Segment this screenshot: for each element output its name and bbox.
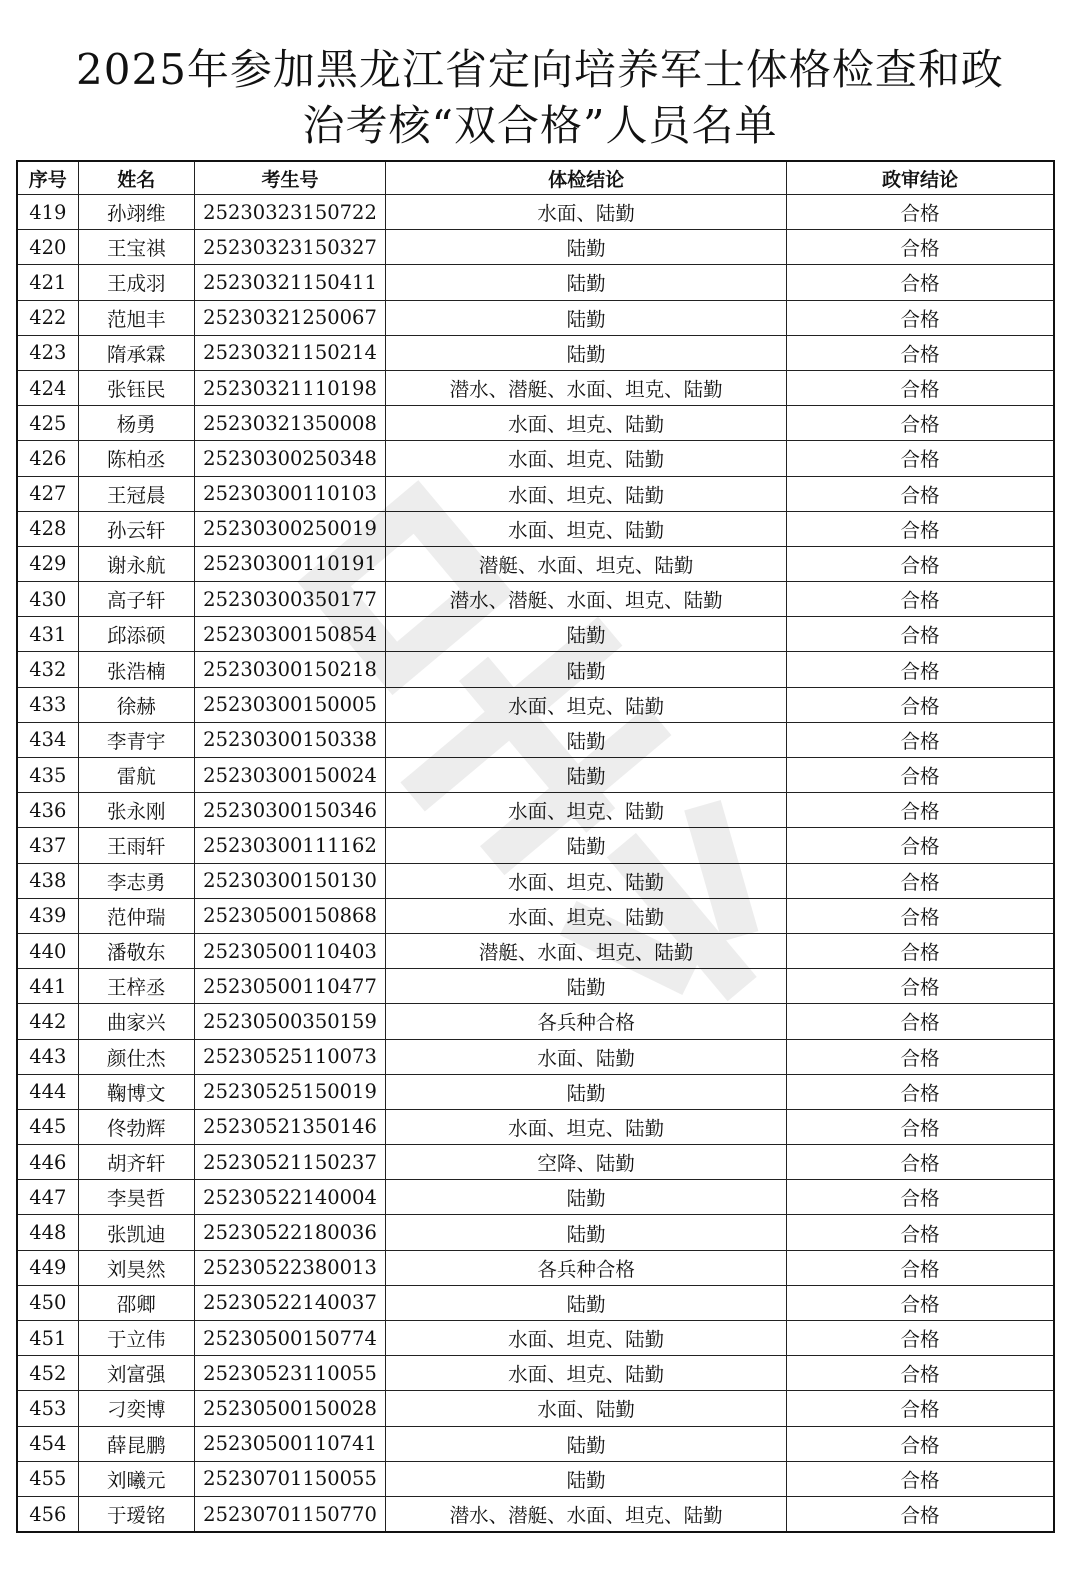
cell-medical-result: 各兵种合格	[386, 1004, 787, 1039]
cell-medical-result: 潜艇、水面、坦克、陆勤	[386, 546, 787, 581]
cell-serial-number: 443	[17, 1039, 78, 1074]
cell-medical-result: 水面、坦克、陆勤	[386, 687, 787, 722]
table-row	[17, 793, 1054, 828]
table-row	[17, 1391, 1054, 1426]
cell-political-result: 合格	[786, 195, 1054, 230]
table-row	[17, 1496, 1054, 1532]
cell-serial-number: 428	[17, 511, 78, 546]
table-row	[17, 1321, 1054, 1356]
cell-candidate-number: 25230522140037	[194, 1285, 385, 1320]
cell-candidate-number: 25230323150722	[194, 195, 385, 230]
cell-name: 刁奕博	[78, 1391, 194, 1426]
table-row	[17, 1180, 1054, 1215]
cell-political-result: 合格	[786, 300, 1054, 335]
cell-serial-number: 453	[17, 1391, 78, 1426]
cell-candidate-number: 25230521150237	[194, 1145, 385, 1180]
table-row	[17, 1461, 1054, 1496]
table-header-row	[17, 161, 1054, 195]
cell-candidate-number: 25230523110055	[194, 1356, 385, 1391]
cell-serial-number: 454	[17, 1426, 78, 1461]
cell-name: 李昊哲	[78, 1180, 194, 1215]
cell-medical-result: 潜水、潜艇、水面、坦克、陆勤	[386, 370, 787, 405]
table-row	[17, 1145, 1054, 1180]
cell-medical-result: 潜水、潜艇、水面、坦克、陆勤	[386, 582, 787, 617]
cell-medical-result: 陆勤	[386, 617, 787, 652]
cell-medical-result: 潜水、潜艇、水面、坦克、陆勤	[386, 1496, 787, 1532]
cell-medical-result: 陆勤	[386, 1285, 787, 1320]
cell-name: 隋承霖	[78, 335, 194, 370]
cell-name: 陈柏丞	[78, 441, 194, 476]
table-row	[17, 300, 1054, 335]
cell-candidate-number: 25230521350146	[194, 1109, 385, 1144]
cell-name: 于立伟	[78, 1321, 194, 1356]
table-row	[17, 969, 1054, 1004]
cell-candidate-number: 25230300150218	[194, 652, 385, 687]
cell-serial-number: 439	[17, 898, 78, 933]
table-row	[17, 1039, 1054, 1074]
cell-serial-number: 449	[17, 1250, 78, 1285]
cell-political-result: 合格	[786, 1285, 1054, 1320]
cell-political-result: 合格	[786, 1426, 1054, 1461]
cell-name: 张钰民	[78, 370, 194, 405]
cell-medical-result: 陆勤	[386, 969, 787, 1004]
cell-political-result: 合格	[786, 793, 1054, 828]
header-serial-number: 序号	[17, 161, 78, 195]
cell-name: 徐赫	[78, 687, 194, 722]
cell-political-result: 合格	[786, 828, 1054, 863]
cell-serial-number: 451	[17, 1321, 78, 1356]
cell-candidate-number: 25230300250019	[194, 511, 385, 546]
table-row	[17, 511, 1054, 546]
cell-candidate-number: 25230300150338	[194, 722, 385, 757]
cell-name: 范仲瑞	[78, 898, 194, 933]
cell-serial-number: 421	[17, 265, 78, 300]
cell-candidate-number: 25230522180036	[194, 1215, 385, 1250]
cell-serial-number: 450	[17, 1285, 78, 1320]
cell-serial-number: 445	[17, 1109, 78, 1144]
cell-serial-number: 452	[17, 1356, 78, 1391]
cell-name: 王梓丞	[78, 969, 194, 1004]
cell-medical-result: 陆勤	[386, 1426, 787, 1461]
cell-medical-result: 水面、坦克、陆勤	[386, 476, 787, 511]
cell-name: 王成羽	[78, 265, 194, 300]
table-row	[17, 898, 1054, 933]
cell-political-result: 合格	[786, 265, 1054, 300]
cell-candidate-number: 25230321110198	[194, 370, 385, 405]
cell-serial-number: 440	[17, 933, 78, 968]
cell-serial-number: 433	[17, 687, 78, 722]
cell-serial-number: 435	[17, 758, 78, 793]
cell-name: 邵卿	[78, 1285, 194, 1320]
cell-serial-number: 455	[17, 1461, 78, 1496]
cell-medical-result: 水面、坦克、陆勤	[386, 511, 787, 546]
table-row	[17, 406, 1054, 441]
cell-political-result: 合格	[786, 1215, 1054, 1250]
cell-medical-result: 水面、坦克、陆勤	[386, 1109, 787, 1144]
table-row	[17, 1356, 1054, 1391]
header-candidate-number: 考生号	[194, 161, 385, 195]
cell-medical-result: 水面、坦克、陆勤	[386, 793, 787, 828]
cell-serial-number: 426	[17, 441, 78, 476]
cell-candidate-number: 25230500150774	[194, 1321, 385, 1356]
cell-candidate-number: 25230300110191	[194, 546, 385, 581]
cell-serial-number: 438	[17, 863, 78, 898]
cell-medical-result: 各兵种合格	[386, 1250, 787, 1285]
page-title-line-2: 治考核“双合格”人员名单	[302, 101, 778, 150]
cell-candidate-number: 25230500150028	[194, 1391, 385, 1426]
cell-serial-number: 420	[17, 230, 78, 265]
table-row	[17, 933, 1054, 968]
table-row	[17, 1004, 1054, 1039]
cell-political-result: 合格	[786, 687, 1054, 722]
table-row	[17, 687, 1054, 722]
table-row	[17, 758, 1054, 793]
cell-candidate-number: 25230522380013	[194, 1250, 385, 1285]
cell-medical-result: 陆勤	[386, 652, 787, 687]
cell-serial-number: 424	[17, 370, 78, 405]
cell-political-result: 合格	[786, 722, 1054, 757]
table-row	[17, 1109, 1054, 1144]
cell-candidate-number: 25230701150055	[194, 1461, 385, 1496]
cell-serial-number: 434	[17, 722, 78, 757]
qualified-personnel-table	[16, 160, 1055, 1533]
table-row	[17, 722, 1054, 757]
cell-serial-number: 446	[17, 1145, 78, 1180]
cell-name: 孙云轩	[78, 511, 194, 546]
cell-medical-result: 水面、坦克、陆勤	[386, 863, 787, 898]
cell-political-result: 合格	[786, 441, 1054, 476]
cell-candidate-number: 25230701150770	[194, 1496, 385, 1532]
cell-name: 邱添硕	[78, 617, 194, 652]
cell-candidate-number: 25230300150854	[194, 617, 385, 652]
cell-medical-result: 陆勤	[386, 1074, 787, 1109]
table-row	[17, 863, 1054, 898]
cell-candidate-number: 25230522140004	[194, 1180, 385, 1215]
cell-political-result: 合格	[786, 1145, 1054, 1180]
cell-candidate-number: 25230321150411	[194, 265, 385, 300]
cell-candidate-number: 25230323150327	[194, 230, 385, 265]
cell-political-result: 合格	[786, 617, 1054, 652]
cell-serial-number: 425	[17, 406, 78, 441]
cell-medical-result: 陆勤	[386, 828, 787, 863]
cell-name: 李志勇	[78, 863, 194, 898]
cell-medical-result: 水面、坦克、陆勤	[386, 441, 787, 476]
cell-political-result: 合格	[786, 1496, 1054, 1532]
cell-serial-number: 448	[17, 1215, 78, 1250]
cell-political-result: 合格	[786, 370, 1054, 405]
cell-candidate-number: 25230321150214	[194, 335, 385, 370]
cell-medical-result: 水面、陆勤	[386, 1391, 787, 1426]
cell-political-result: 合格	[786, 476, 1054, 511]
page-title-line-1: 2025年参加黑龙江省定向培养军士体格检查和政	[76, 45, 1004, 94]
cell-name: 孙翊维	[78, 195, 194, 230]
cell-medical-result: 陆勤	[386, 335, 787, 370]
cell-medical-result: 陆勤	[386, 230, 787, 265]
cell-name: 刘昊然	[78, 1250, 194, 1285]
cell-name: 潘敬东	[78, 933, 194, 968]
cell-serial-number: 431	[17, 617, 78, 652]
cell-candidate-number: 25230321350008	[194, 406, 385, 441]
cell-candidate-number: 25230321250067	[194, 300, 385, 335]
cell-candidate-number: 25230500110477	[194, 969, 385, 1004]
cell-political-result: 合格	[786, 1356, 1054, 1391]
cell-political-result: 合格	[786, 758, 1054, 793]
cell-medical-result: 陆勤	[386, 1215, 787, 1250]
cell-medical-result: 水面、坦克、陆勤	[386, 406, 787, 441]
table-row	[17, 1250, 1054, 1285]
table-row	[17, 828, 1054, 863]
cell-medical-result: 水面、陆勤	[386, 195, 787, 230]
cell-name: 谢永航	[78, 546, 194, 581]
cell-political-result: 合格	[786, 969, 1054, 1004]
cell-political-result: 合格	[786, 1109, 1054, 1144]
cell-candidate-number: 25230525110073	[194, 1039, 385, 1074]
cell-serial-number: 447	[17, 1180, 78, 1215]
cell-candidate-number: 25230525150019	[194, 1074, 385, 1109]
table-row	[17, 195, 1054, 230]
cell-candidate-number: 25230300150346	[194, 793, 385, 828]
table-row	[17, 476, 1054, 511]
cell-medical-result: 陆勤	[386, 300, 787, 335]
cell-serial-number: 437	[17, 828, 78, 863]
cell-serial-number: 432	[17, 652, 78, 687]
cell-medical-result: 水面、坦克、陆勤	[386, 1356, 787, 1391]
cell-name: 刘曦元	[78, 1461, 194, 1496]
cell-candidate-number: 25230300150005	[194, 687, 385, 722]
cell-name: 胡齐轩	[78, 1145, 194, 1180]
cell-name: 张永刚	[78, 793, 194, 828]
cell-candidate-number: 25230500350159	[194, 1004, 385, 1039]
cell-medical-result: 空降、陆勤	[386, 1145, 787, 1180]
cell-political-result: 合格	[786, 335, 1054, 370]
table-row	[17, 1426, 1054, 1461]
cell-serial-number: 442	[17, 1004, 78, 1039]
cell-serial-number: 419	[17, 195, 78, 230]
cell-candidate-number: 25230500110741	[194, 1426, 385, 1461]
cell-candidate-number: 25230300150130	[194, 863, 385, 898]
table-row	[17, 582, 1054, 617]
cell-political-result: 合格	[786, 546, 1054, 581]
cell-serial-number: 429	[17, 546, 78, 581]
cell-serial-number: 427	[17, 476, 78, 511]
cell-medical-result: 水面、陆勤	[386, 1039, 787, 1074]
cell-political-result: 合格	[786, 898, 1054, 933]
table-row	[17, 1074, 1054, 1109]
table-body	[17, 195, 1054, 1533]
header-medical-result: 体检结论	[386, 161, 787, 195]
table-row	[17, 546, 1054, 581]
cell-serial-number: 430	[17, 582, 78, 617]
table-row	[17, 370, 1054, 405]
cell-name: 佟勃辉	[78, 1109, 194, 1144]
cell-candidate-number: 25230500110403	[194, 933, 385, 968]
table-row	[17, 1215, 1054, 1250]
cell-political-result: 合格	[786, 933, 1054, 968]
cell-medical-result: 水面、坦克、陆勤	[386, 898, 787, 933]
cell-medical-result: 陆勤	[386, 265, 787, 300]
cell-political-result: 合格	[786, 863, 1054, 898]
cell-name: 杨勇	[78, 406, 194, 441]
cell-name: 范旭丰	[78, 300, 194, 335]
cell-name: 王冠晨	[78, 476, 194, 511]
cell-medical-result: 陆勤	[386, 1180, 787, 1215]
table-row	[17, 441, 1054, 476]
cell-political-result: 合格	[786, 1180, 1054, 1215]
cell-name: 雷航	[78, 758, 194, 793]
cell-name: 王雨轩	[78, 828, 194, 863]
cell-political-result: 合格	[786, 582, 1054, 617]
cell-candidate-number: 25230500150868	[194, 898, 385, 933]
cell-candidate-number: 25230300110103	[194, 476, 385, 511]
cell-political-result: 合格	[786, 1004, 1054, 1039]
cell-medical-result: 陆勤	[386, 1461, 787, 1496]
cell-medical-result: 水面、坦克、陆勤	[386, 1321, 787, 1356]
cell-medical-result: 陆勤	[386, 758, 787, 793]
header-name: 姓名	[78, 161, 194, 195]
cell-candidate-number: 25230300150024	[194, 758, 385, 793]
cell-name: 于瑷铭	[78, 1496, 194, 1532]
cell-political-result: 合格	[786, 1391, 1054, 1426]
cell-name: 李青宇	[78, 722, 194, 757]
cell-name: 高子轩	[78, 582, 194, 617]
cell-name: 鞠博文	[78, 1074, 194, 1109]
table-row	[17, 230, 1054, 265]
cell-political-result: 合格	[786, 230, 1054, 265]
cell-serial-number: 456	[17, 1496, 78, 1532]
cell-serial-number: 423	[17, 335, 78, 370]
cell-political-result: 合格	[786, 1321, 1054, 1356]
cell-name: 薛昆鹏	[78, 1426, 194, 1461]
table-row	[17, 617, 1054, 652]
table-row	[17, 1285, 1054, 1320]
cell-political-result: 合格	[786, 406, 1054, 441]
cell-political-result: 合格	[786, 652, 1054, 687]
cell-candidate-number: 25230300350177	[194, 582, 385, 617]
cell-medical-result: 潜艇、水面、坦克、陆勤	[386, 933, 787, 968]
table-row	[17, 265, 1054, 300]
cell-serial-number: 422	[17, 300, 78, 335]
cell-serial-number: 441	[17, 969, 78, 1004]
cell-medical-result: 陆勤	[386, 722, 787, 757]
cell-name: 曲家兴	[78, 1004, 194, 1039]
cell-candidate-number: 25230300250348	[194, 441, 385, 476]
cell-candidate-number: 25230300111162	[194, 828, 385, 863]
cell-political-result: 合格	[786, 1461, 1054, 1496]
cell-name: 张凯迪	[78, 1215, 194, 1250]
cell-name: 刘富强	[78, 1356, 194, 1391]
cell-name: 颜仕杰	[78, 1039, 194, 1074]
cell-name: 张浩楠	[78, 652, 194, 687]
table-row	[17, 652, 1054, 687]
cell-political-result: 合格	[786, 1039, 1054, 1074]
header-political-result: 政审结论	[786, 161, 1054, 195]
cell-serial-number: 444	[17, 1074, 78, 1109]
cell-serial-number: 436	[17, 793, 78, 828]
cell-political-result: 合格	[786, 1250, 1054, 1285]
cell-political-result: 合格	[786, 1074, 1054, 1109]
cell-political-result: 合格	[786, 511, 1054, 546]
table-row	[17, 335, 1054, 370]
cell-name: 王宝祺	[78, 230, 194, 265]
